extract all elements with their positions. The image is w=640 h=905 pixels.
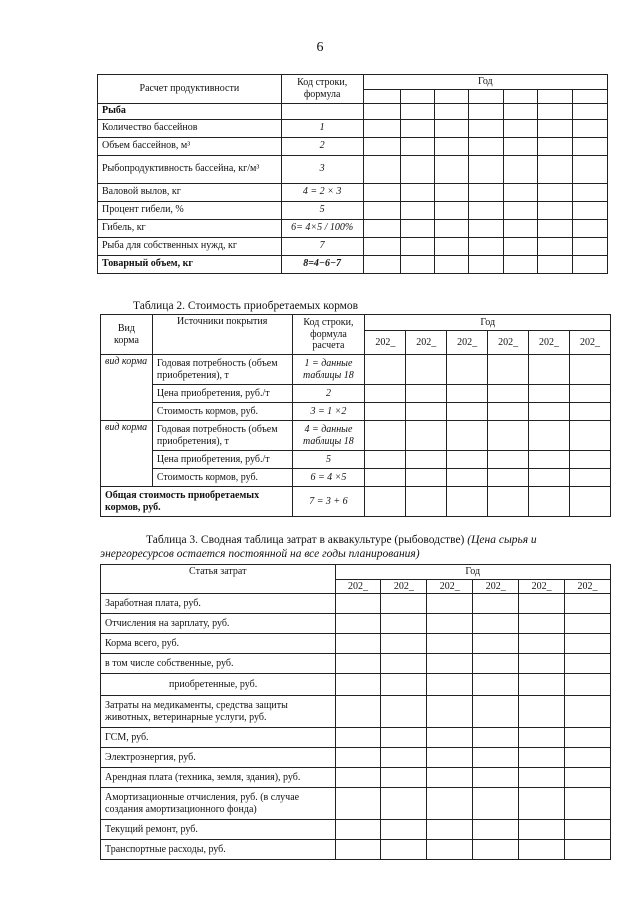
t1-header-code: Код строки, формула: [281, 75, 363, 104]
t2-total-label: Общая стоимость приобретаемых кормов, руб.: [101, 487, 293, 517]
t2-header-kind: Вид корма: [101, 315, 153, 355]
t3-year: 202_: [473, 579, 519, 594]
t2-row-label: Цена приобретения, руб./т: [152, 385, 292, 403]
t3-header-article: Статья затрат: [101, 565, 336, 594]
productivity-table: [97, 74, 608, 274]
t2-row-code: 6 = 4 ×5: [292, 469, 365, 487]
t1-row-label: Процент гибели, %: [98, 201, 282, 219]
t2-header-source: Источники покрытия: [152, 315, 292, 355]
t2-header-year: Год: [365, 315, 611, 331]
table3-caption-note: (Цена сырья и энергоресурсов остается постоянной на все годы планирования): [100, 534, 537, 560]
t1-row-label: Количество бассейнов: [98, 119, 282, 137]
t3-row-label: Арендная плата (техника, земля, здания), руб.: [101, 768, 336, 788]
t1-row-code: 8=4−6−7: [281, 255, 363, 273]
t3-year: 202_: [335, 579, 381, 594]
t2-row-code: 1 = данные таблицы 18: [292, 355, 365, 385]
t2-year: 202_: [529, 331, 570, 355]
t2-row-label: Годовая потребность (объем приобретения), т: [152, 355, 292, 385]
t2-header-code: Код строки, формула расчета: [292, 315, 365, 355]
t3-row-label: Заработная плата, руб.: [101, 594, 336, 614]
t1-row-label: Рыба для собственных нужд, кг: [98, 237, 282, 255]
t2-feed-kind: вид корма: [101, 421, 153, 487]
t3-year: 202_: [381, 579, 427, 594]
t1-row-label: Товарный объем, кг: [98, 255, 282, 273]
t3-header-year: Год: [335, 565, 610, 580]
t1-header-calc: Расчет продуктивности: [98, 75, 282, 104]
t2-row-label: Цена приобретения, руб./т: [152, 451, 292, 469]
feed-cost-table: [100, 314, 611, 517]
t3-row-label: Транспортные расходы, руб.: [101, 840, 336, 860]
t2-row-label: Годовая потребность (объем приобретения), т: [152, 421, 292, 451]
t1-row-code: 1: [281, 119, 363, 137]
t1-row-label: Объем бассейнов, м³: [98, 137, 282, 155]
t1-row-code: 4 = 2 × 3: [281, 183, 363, 201]
t2-total-code: 7 = 3 + 6: [292, 487, 365, 517]
t3-row-label: Отчисления на зарплату, руб.: [101, 614, 336, 634]
t2-year: 202_: [447, 331, 488, 355]
t2-year: 202_: [569, 331, 610, 355]
t3-row-label: Затраты на медикаменты, средства защиты животных, ветеринарные услуги, руб.: [101, 696, 336, 728]
t2-feed-kind: вид корма: [101, 355, 153, 421]
t1-row-label: Рыбопродуктивность бассейна, кг/м³: [98, 155, 282, 183]
t3-row-label: в том числе собственные, руб.: [101, 654, 336, 674]
t3-row-label: Текущий ремонт, руб.: [101, 820, 336, 840]
t3-year: 202_: [427, 579, 473, 594]
t3-row-label: приобретенные, руб.: [101, 674, 336, 696]
t1-section-fish: Рыба: [98, 103, 282, 119]
t2-row-code: 4 = данные таблицы 18: [292, 421, 365, 451]
t2-row-label: Стоимость кормов, руб.: [152, 469, 292, 487]
t2-row-code: 3 = 1 ×2: [292, 403, 365, 421]
page-number: 6: [316, 40, 324, 55]
t2-year: 202_: [406, 331, 447, 355]
cost-summary-table: [100, 564, 611, 860]
t3-year: 202_: [519, 579, 565, 594]
t2-year: 202_: [365, 331, 406, 355]
t1-row-code: 5: [281, 201, 363, 219]
t2-row-code: 5: [292, 451, 365, 469]
t1-row-code: 2: [281, 137, 363, 155]
t1-row-code: 7: [281, 237, 363, 255]
table3-caption: [100, 534, 610, 562]
t3-row-label: Корма всего, руб.: [101, 634, 336, 654]
t2-row-code: 2: [292, 385, 365, 403]
t2-year: 202_: [488, 331, 529, 355]
t1-row-label: Гибель, кг: [98, 219, 282, 237]
t1-row-label: Валовой вылов, кг: [98, 183, 282, 201]
t1-row-code: 6= 4×5 / 100%: [281, 219, 363, 237]
t2-row-label: Стоимость кормов, руб.: [152, 403, 292, 421]
t3-row-label: ГСМ, руб.: [101, 728, 336, 748]
table2-caption: Таблица 2. Стоимость приобретаемых кормов: [133, 300, 359, 312]
t1-row-code: 3: [281, 155, 363, 183]
t3-year: 202_: [565, 579, 611, 594]
table3-caption-text: Таблица 3. Сводная таблица затрат в аквакультуре (рыбоводстве): [146, 534, 468, 546]
t1-header-year: Год: [363, 75, 607, 90]
t3-row-label: Электроэнергия, руб.: [101, 748, 336, 768]
t3-row-label: Амортизационные отчисления, руб. (в случае создания амортизационного фонда): [101, 788, 336, 820]
